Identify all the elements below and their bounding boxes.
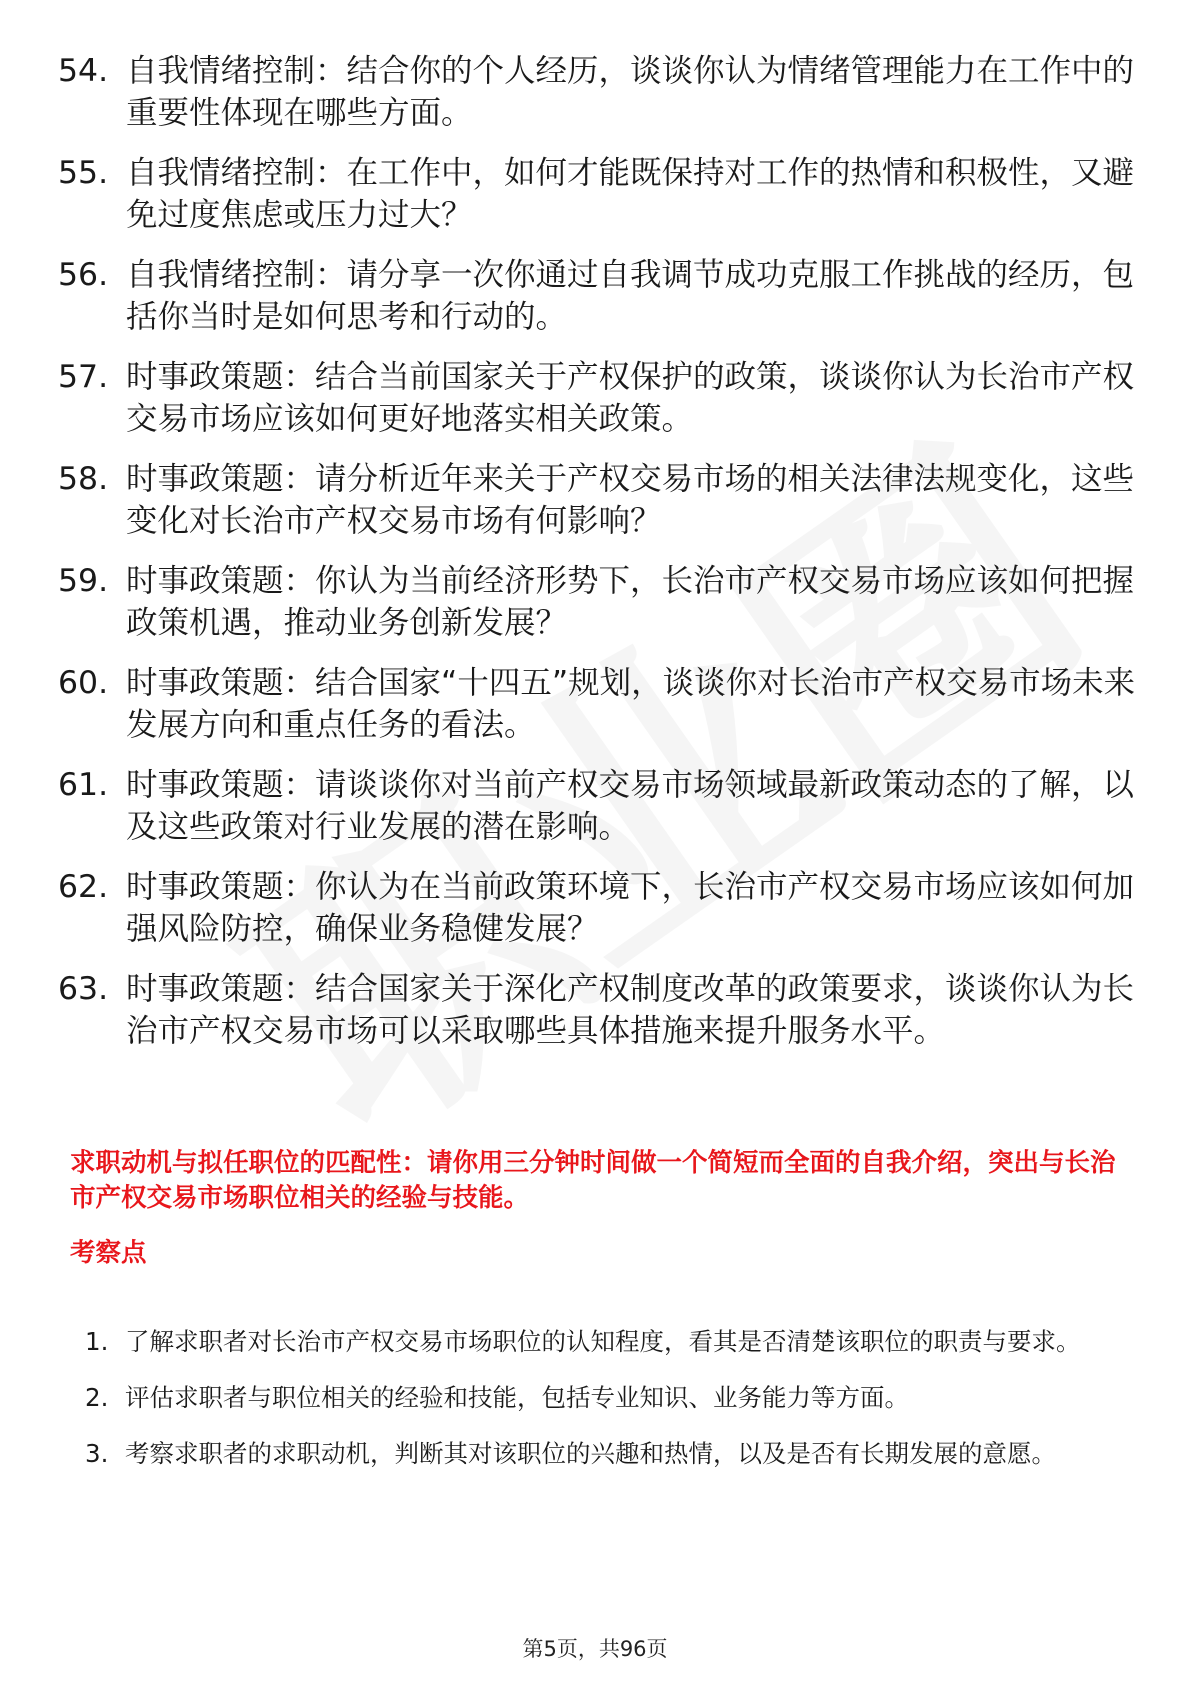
question-text: 时事政策题：你认为在当前政策环境下，长治市产权交易市场应该如何加强风险防控，确保业务稳健发展？ <box>126 869 1135 947</box>
question-text: 自我情绪控制：请分享一次你通过自我调节成功克服工作挑战的经历，包括你当时是如何思考和行动的。 <box>126 257 1135 335</box>
point-text: 了解求职者对长治市产权交易市场职位的认知程度，看其是否清楚该职位的职责与要求。 <box>125 1327 1081 1356</box>
point-number: 2. <box>85 1383 109 1412</box>
question-text: 时事政策题：结合国家“十四五”规划，谈谈你对长治市产权交易市场未来发展方向和重点任务的看法。 <box>126 665 1136 743</box>
question-text: 时事政策题：你认为当前经济形势下，长治市产权交易市场应该如何把握政策机遇，推动业务创新发展？ <box>126 563 1135 641</box>
question-item <box>58 254 1138 338</box>
list-item <box>85 1371 1125 1425</box>
question-text: 时事政策题：请谈谈你对当前产权交易市场领域最新政策动态的了解，以及这些政策对行业发展的潜在影响。 <box>126 767 1135 845</box>
question-item <box>58 662 1138 746</box>
question-number: 63. <box>58 971 109 1007</box>
question-number: 62. <box>58 869 109 905</box>
list-item <box>85 1315 1125 1369</box>
question-item <box>58 50 1138 134</box>
question-item <box>58 866 1138 950</box>
section-heading: 考察点 <box>70 1238 147 1268</box>
question-number: 61. <box>58 767 109 803</box>
point-text: 评估求职者与职位相关的经验和技能，包括专业知识、业务能力等方面。 <box>125 1383 909 1412</box>
question-text: 时事政策题：结合国家关于深化产权制度改革的政策要求，谈谈你认为长治市产权交易市场可以采取哪些具体措施来提升服务水平。 <box>126 971 1135 1049</box>
question-number: 57. <box>58 359 109 395</box>
question-item <box>58 764 1138 848</box>
question-number: 56. <box>58 257 109 293</box>
question-text: 时事政策题：结合当前国家关于产权保护的政策，谈谈你认为长治市产权交易市场应该如何更好地落实相关政策。 <box>126 359 1135 437</box>
question-number: 54. <box>58 53 109 89</box>
question-item <box>58 152 1138 236</box>
question-item <box>58 356 1138 440</box>
question-number: 59. <box>58 563 109 599</box>
question-text: 自我情绪控制：结合你的个人经历，谈谈你认为情绪管理能力在工作中的重要性体现在哪些方面。 <box>126 53 1135 131</box>
page-footer: 第5页，共96页 <box>522 1637 668 1661</box>
point-number: 1. <box>85 1327 109 1356</box>
question-item <box>58 968 1138 1052</box>
question-number: 55. <box>58 155 109 191</box>
point-text: 考察求职者的求职动机，判断其对该职位的兴趣和热情，以及是否有长期发展的意愿。 <box>125 1439 1056 1468</box>
question-number: 58. <box>58 461 109 497</box>
question-list <box>58 50 1138 1070</box>
question-item <box>58 458 1138 542</box>
highlighted-question: 求职动机与拟任职位的匹配性：请你用三分钟时间做一个简短而全面的自我介绍，突出与长治市产权交易市场职位相关的经验与技能。 <box>70 1148 1116 1213</box>
list-item <box>85 1427 1125 1481</box>
question-item <box>58 560 1138 644</box>
point-number: 3. <box>85 1439 109 1468</box>
assessment-points-list <box>85 1315 1125 1483</box>
question-number: 60. <box>58 665 109 701</box>
question-text: 自我情绪控制：在工作中，如何才能既保持对工作的热情和积极性，又避免过度焦虑或压力过大？ <box>126 155 1135 233</box>
question-text: 时事政策题：请分析近年来关于产权交易市场的相关法律法规变化，这些变化对长治市产权交易市场有何影响？ <box>126 461 1135 539</box>
